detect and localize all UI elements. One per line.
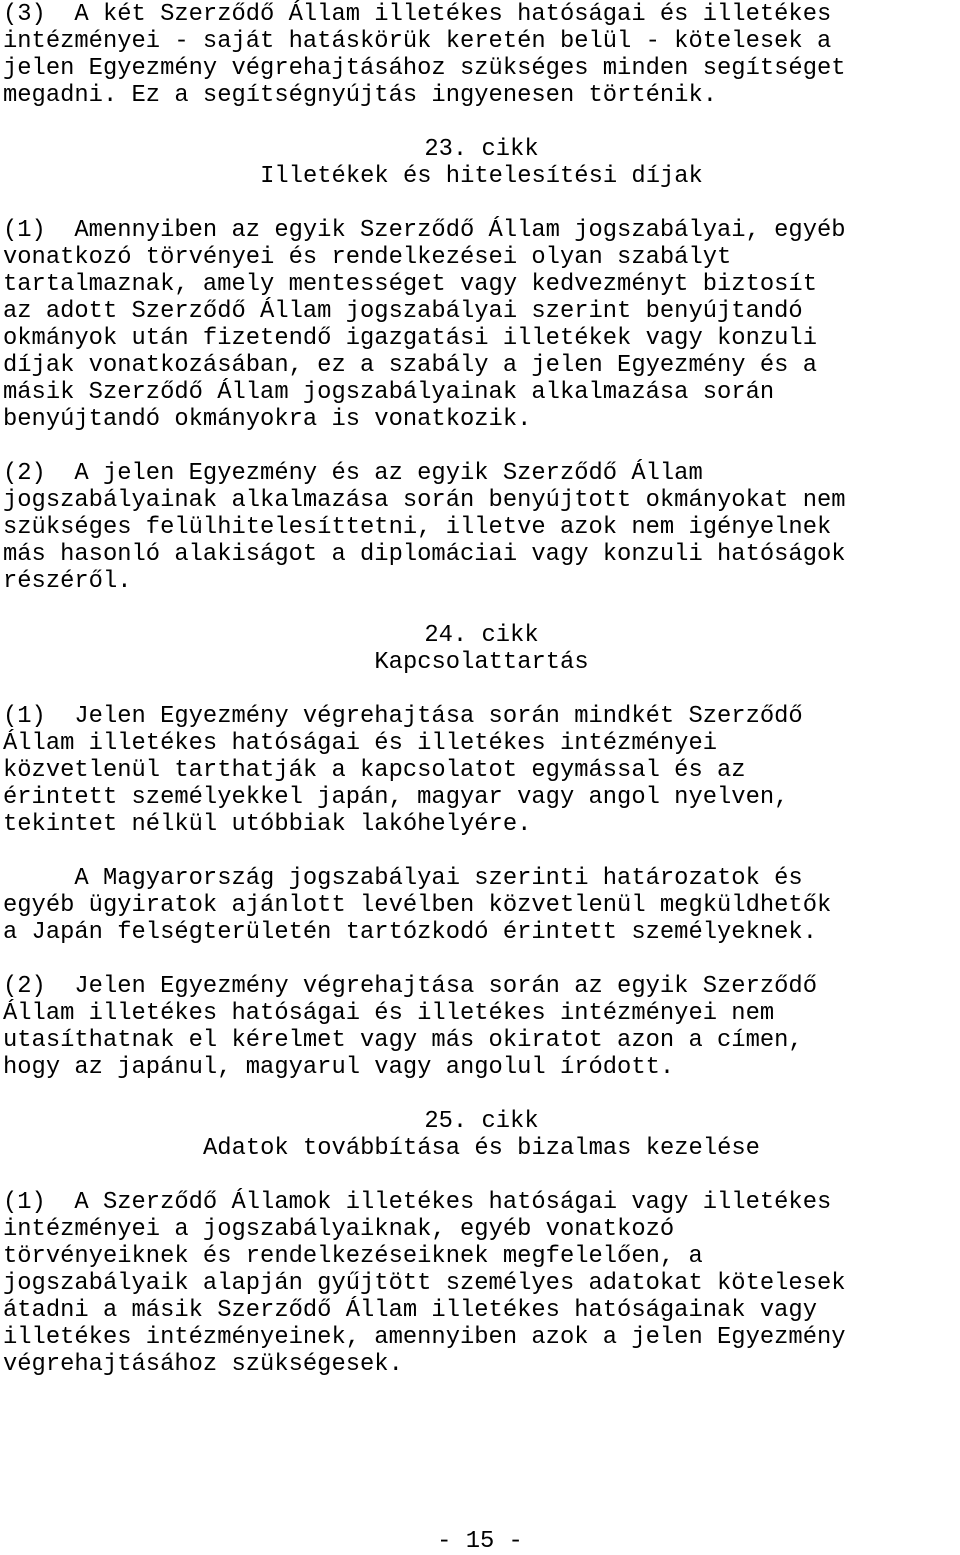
spacer: [3, 109, 960, 136]
text-line: megadni. Ez a segítségnyújtás ingyenesen történik.: [3, 82, 718, 109]
text-line: az adott Szerződő Állam jogszabályai szerint benyújtandó: [3, 298, 803, 325]
text-line: törvényeiknek és rendelkezéseiknek megfelelően, a: [3, 1243, 703, 1270]
text-line: (1) A Szerződő Államok illetékes hatóságai vagy illetékes: [3, 1189, 832, 1216]
spacer: [3, 595, 960, 622]
text-line: jogszabályaik alapján gyűjtött személyes adatokat kötelesek: [3, 1270, 846, 1297]
spacer: [3, 433, 960, 460]
text-line: (2) Jelen Egyezmény végrehajtása során az egyik Szerződő: [3, 973, 817, 1000]
article-25: [3, 1108, 960, 1378]
text-line: Állam illetékes hatóságai és illetékes intézményei: [3, 730, 718, 757]
text-line: (3) A két Szerződő Állam illetékes hatóságai és illetékes: [3, 1, 832, 28]
text-line: (2) A jelen Egyezmény és az egyik Szerződő Állam: [3, 460, 703, 487]
text-line: átadni a másik Szerződő Állam illetékes hatóságainak vagy: [3, 1297, 817, 1324]
article-title: Adatok továbbítása és bizalmas kezelése: [203, 1135, 760, 1162]
article-24-paragraph-1b: [3, 865, 960, 946]
spacer: [3, 1081, 960, 1108]
text-line: érintett személyekkel japán, magyar vagy angol nyelven,: [3, 784, 789, 811]
text-line: részéről.: [3, 568, 132, 595]
text-line: Állam illetékes hatóságai és illetékes intézményei nem: [3, 1000, 775, 1027]
text-line: tartalmaznak, amely mentességet vagy kedvezményt biztosít: [3, 271, 817, 298]
text-line: intézményei - saját hatáskörük keretén belül - kötelesek a: [3, 28, 832, 55]
text-line: benyújtandó okmányokra is vonatkozik.: [3, 406, 532, 433]
text-line: tekintet nélkül utóbbiak lakóhelyére.: [3, 811, 532, 838]
spacer: [3, 676, 960, 703]
text-line: más hasonló alakiságot a diplomáciai vagy konzuli hatóságok: [3, 541, 846, 568]
article-number: 24. cikk: [424, 622, 539, 649]
article-title: Kapcsolattartás: [374, 649, 589, 676]
text-line: díjak vonatkozásában, ez a szabály a jelen Egyezmény és a: [3, 352, 817, 379]
text-line: (1) Jelen Egyezmény végrehajtása során mindkét Szerződő: [3, 703, 803, 730]
text-line: intézményei a jogszabályaiknak, egyéb vonatkozó: [3, 1216, 675, 1243]
article-23-paragraph-1: [3, 217, 960, 433]
article-number: 25. cikk: [424, 1108, 539, 1135]
document-page: [3, 1, 960, 1378]
text-line: a Japán felségterületén tartózkodó érintett személyeknek.: [3, 919, 817, 946]
text-line: jogszabályainak alkalmazása során benyújtott okmányokat nem: [3, 487, 846, 514]
text-line: másik Szerződő Állam jogszabályainak alkalmazása során: [3, 379, 775, 406]
spacer: [3, 1162, 960, 1189]
article-number: 23. cikk: [424, 136, 539, 163]
spacer: [3, 190, 960, 217]
text-line: illetékes intézményeinek, amennyiben azok a jelen Egyezmény: [3, 1324, 846, 1351]
text-line: szükséges felülhitelesíttetni, illetve azok nem igényelnek: [3, 514, 832, 541]
article-24: [3, 622, 960, 1081]
text-line: (1) Amennyiben az egyik Szerződő Állam jogszabályai, egyéb: [3, 217, 846, 244]
article-24-paragraph-2: [3, 973, 960, 1081]
text-line: vonatkozó törvényei és rendelkezései olyan szabályt: [3, 244, 732, 271]
text-line: végrehajtásához szükségesek.: [3, 1351, 403, 1378]
article-title: Illetékek és hitelesítési díjak: [260, 163, 703, 190]
article-24-paragraph-1: [3, 703, 960, 838]
text-line: hogy az japánul, magyarul vagy angolul íródott.: [3, 1054, 675, 1081]
paragraph-22-3: [3, 1, 960, 109]
text-line: közvetlenül tarthatják a kapcsolatot egymással és az: [3, 757, 746, 784]
text-line: utasíthatnak el kérelmet vagy más okiratot azon a címen,: [3, 1027, 803, 1054]
text-line: okmányok után fizetendő igazgatási illetékek vagy konzuli: [3, 325, 817, 352]
page-number: - 15 -: [437, 1528, 523, 1555]
spacer: [3, 838, 960, 865]
text-line: jelen Egyezmény végrehajtásához szükséges minden segítséget: [3, 55, 846, 82]
article-23-paragraph-2: [3, 460, 960, 595]
text-line: egyéb ügyiratok ajánlott levélben közvetlenül megküldhetők: [3, 892, 832, 919]
article-25-paragraph-1: [3, 1189, 960, 1378]
text-line: A Magyarország jogszabályai szerinti határozatok és: [3, 865, 803, 892]
article-23: [3, 136, 960, 595]
spacer: [3, 946, 960, 973]
